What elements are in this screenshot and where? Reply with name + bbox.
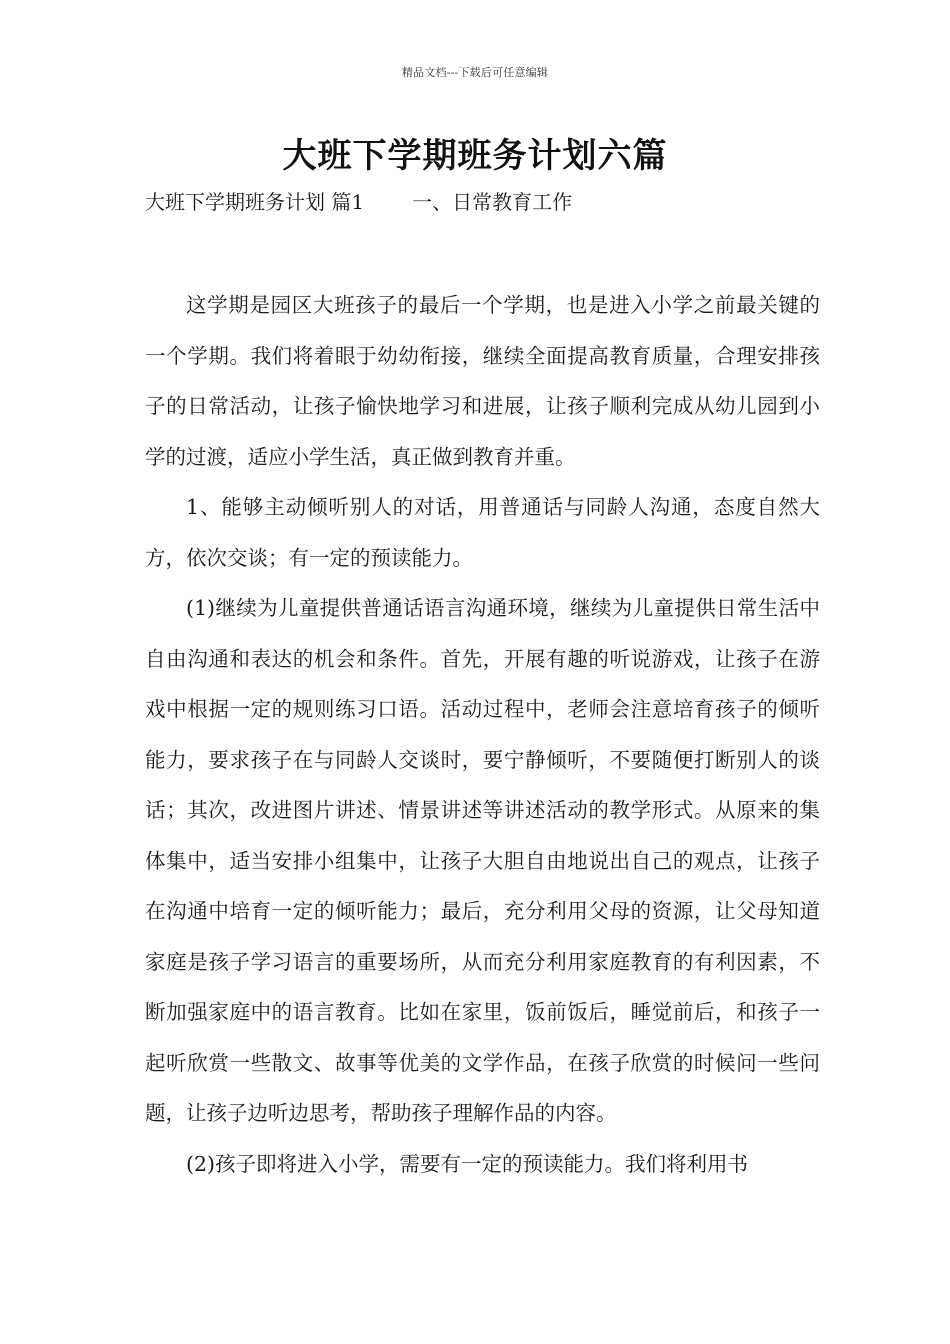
- paragraph-item-2: (2)孩子即将进入小学，需要有一定的预读能力。我们将利用书: [186, 1151, 749, 1176]
- section-heading-line: [145, 186, 572, 215]
- section-subtitle: 一、日常教育工作: [412, 190, 573, 214]
- section-title: 大班下学期班务计划 篇1: [145, 190, 365, 214]
- paragraph-intro: 这学期是园区大班孩子的最后一个学期，也是进入小学之前最关键的一个学期。我们将着眼于幼幼衔接，继续全面提高教育质量，合理安排孩子的日常活动，让孩子愉快地学习和进展，让孩子顺利完成从幼儿园到小学的过渡，适应小学生活，真正做到教育并重。: [145, 293, 820, 469]
- paragraph-goal-1: 1、能够主动倾听别人的对话，用普通话与同龄人沟通，态度自然大方，依次交谈；有一定的预读能力。: [145, 495, 820, 570]
- document-title: 大班下学期班务计划六篇: [282, 136, 668, 176]
- page-header: 精品文档---下载后可任意编辑: [401, 66, 549, 79]
- paragraph-item-1: (1)继续为儿童提供普通话语言沟通环境，继续为儿童提供日常生活中自由沟通和表达的机会和条件。首先，开展有趣的听说游戏，让孩子在游戏中根据一定的规则练习口语。活动过程中，老师会注意培育孩子的倾听能力，要求孩子在与同龄人交谈时，要宁静倾听，不要随便打断别人的谈话；其次，改进图片讲述、情景讲述等讲述活动的教学形式。从原来的集体集中，适当安排小组集中，让孩子大胆自由地说出自己的观点，让孩子在沟通中培育一定的倾听能力；最后，充分利用父母的资源，让父母知道家庭是孩子学习语言的重要场所，从而充分利用家庭教育的有利因素，不断加强家庭中的语言教育。比如在家里，饭前饭后，睡觉前后，和孩子一起听欣赏一些散文、故事等优美的文学作品，在孩子欣赏的时候问一些问题，让孩子边听边思考，帮助孩子理解作品的内容。: [145, 596, 820, 1125]
- document-body: [145, 280, 820, 1189]
